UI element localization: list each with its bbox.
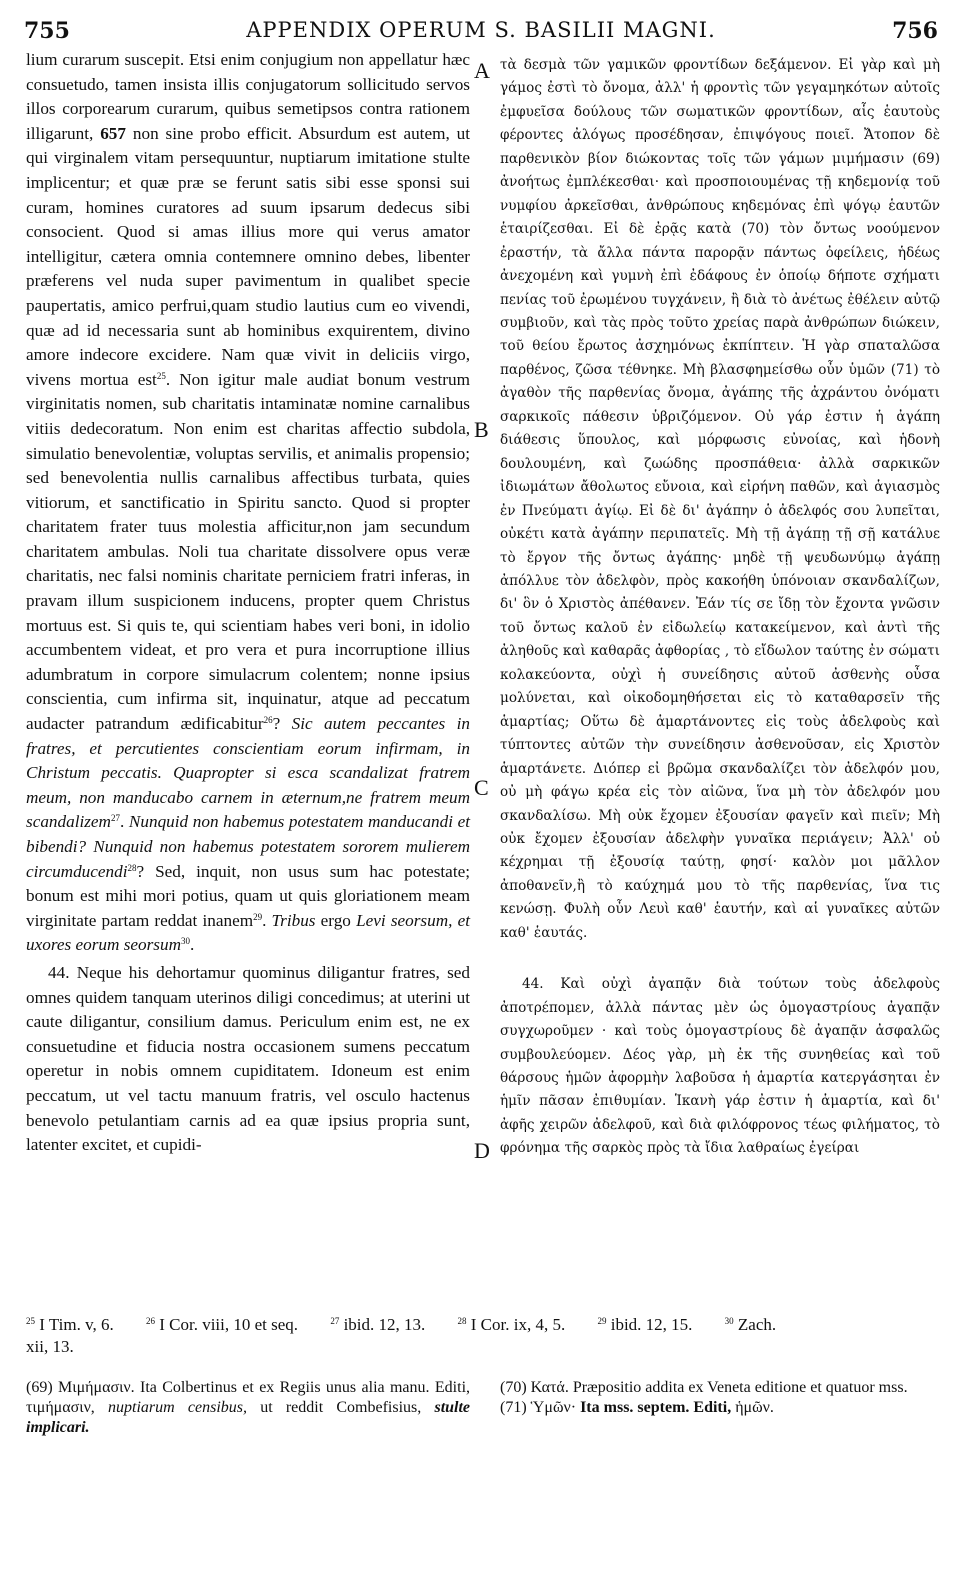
- latin-paragraph-44: 44. Neque his dehortamur quominus diligantur fratres, sed omnes quidem tanquam uterinos diligi concedimus; at uterini ut caute diligantur, consilium damus. Periculum enim est, ne ex consuetudine et fiducia nostra occasionem sumens peccatum operetur in nobis omnem cupiditatem. Idoneum est enim peccatum, ut vel tactu manuum fratris, vel osculo hactenus benevolo petulantiam carnis ad ea quæ ipsius propria sunt, latenter excitet, et cupidi-: [26, 962, 470, 1155]
- scripture-quote: Nunquid non habemus potestatem manducandi et bibendi? Nunquid non habemus potestatem sororem mulierem circumducendi: [26, 812, 471, 881]
- footnote-71: (71) Ὑμῶν· Ita mss. septem. Editi, ἡμῶν.: [500, 1399, 774, 1416]
- scripture-quote: Tribus: [271, 910, 316, 930]
- ref-marker: 30: [181, 936, 190, 947]
- reference-item: $^{30}$ Zach.: [724, 1315, 777, 1334]
- footnotes-70-71: [500, 1378, 940, 1418]
- greek-paragraph-44: 44. Καὶ οὐχὶ ἀγαπᾷν διὰ τούτων τοὺς ἀδελφοὺς ἀποτρέπομεν, ἀλλὰ πάντας μὲν ὡς ὁμογαστρίους ἀγαπᾷν συγχωροῦμεν · καὶ τοὺς ὁμογαστρίους δὲ ἀγαπᾷν ἀσφαλῶς συμβουλεύομεν. Δέος γὰρ, μὴ ἐκ τῆς συνηθείας καὶ τοῦ θάρσους ἡμῶν ἀφορμὴν λαβοῦσα ἡ ἁμαρτία κατεργάσηται ἐν ἡμῖν πᾶσαν ἐπιθυμίαν. Ἱκανὴ γάρ ἐστιν ἡ ἁμαρτία, καὶ δι' ἀφῆς χειρῶν ἀδελφοῦ, καὶ διὰ φιλόφρονος τέως φιλήματος, τὸ φρόνημα τῆς σαρκὸς πρὸς τὰ ἴδια λαθραίως ἐγείραι: [500, 976, 940, 1157]
- reference-item: $^{25}$ I Tim. v, 6.: [26, 1315, 114, 1334]
- reference-item: $^{26}$ I Cor. viii, 10 et seq.: [145, 1315, 299, 1334]
- section-number: 44.: [522, 976, 544, 993]
- ref-marker: 25: [156, 370, 166, 381]
- running-title: APPENDIX OPERUM S. BASILII MAGNI.: [246, 18, 716, 42]
- marginal-number: 657: [100, 123, 126, 143]
- footnote-69: (69) Μιμήμασιν. Ita Colbertinus et ex Regiis unus alia manu. Editi, τιμήμασιν, nuptiarum censibus, ut reddit Combefisius, stulte implicari.: [26, 1379, 471, 1436]
- scripture-quote: Levi seorsum, et uxores eorum seorsum: [26, 910, 470, 955]
- greek-paragraph-43: τὰ δεσμὰ τῶν γαμικῶν φροντίδων δεξάμενον. Εἰ γὰρ καὶ μὴ γάμος ἐστὶ τὸ ὄνομα, ἀλλ' ἡ φροντὶς τῶν γεγαμηκότων αὐτοῖς ἐμφυεῖσα δούλους τῶν σωματικῶν φροντίδων, αἷς ἑαυτοὺς φέροντες ἀλόγως προσέδησαν, ἐπιψόγους ποιεῖ. Ἄτοπον δὲ παρθενικὸν βίον διώκοντας τοῖς τῶν γάμων μιμήμασιν (69) ἀνοήτως ἐμπλέκεσθαι· καὶ προσποιουμένας τῇ κηδεμονίᾳ τοῦ νυμφίου ἀρκεῖσθαι, ἀνθρώπους κηδεμόνας ἐπὶ ψόγῳ ἑαυτῶν ἑταιρίζεσθαι. Εἰ δὲ ἐρᾷς κατὰ (70) τὸν ὄντως νοούμενον ἐραστήν, τὰ ἄλλα πάντα παρορᾷν πάντως ὀφείλεις, ἡδέως ἀνεχομένη καὶ γυμνὴ ἐπὶ ἐδάφους ἐν ὁποίῳ δήποτε σχήματι πενίας τοῦ ἐρωμένου τυγχάνειν, ἢ διὰ τὸ ἀνέτως ἐθέλειν αὐτῷ συμβιοῦν, καὶ τὰς πρὸς τοῦτο χρείας παρὰ ἀνθρώπων διώκειν, τοῦ θείου ἔρωτος ἀσχημόνως ἐκπίπτειν. Ἡ γὰρ σπαταλῶσα παρθένος, ζῶσα τέθνηκε. Μὴ βλασφημείσθω οὖν ὑμῶν (71) τὸ ἀγαθὸν τῆς παρθενίας ὄνομα, ἀγάπης τῆς ἀχράντου ὀνόματι σαρκικοῖς πάθεσιν ὑβριζόμενον. Οὐ γάρ ἐστιν ἡ ἀγάπη διάθεσις ὕπουλος, καὶ μόρφωσις εὐνοίας, καὶ ἡδονὴ δουλουμένη, καὶ ζωώδης προσπάθεια· ἀλλὰ σαρκικῶν ἰδιωμάτων ἄθολωτος εὔνοια, καὶ εἰρήνη παθῶν, καὶ ἁγιασμὸς ἐν Πνεύματι ἁγίῳ. Εἰ δὲ δι' ἀγάπην ὁ ἀδελφός σου λυπεῖται, οὐκέτι κατὰ ἀγάπην περιπατεῖς. Μὴ τῇ ἀγάπῃ τῇ σῇ κατάλυε τὸ ἔργον τῆς ὄντως ἀγάπης· μηδὲ τῇ ψευδωνύμῳ ἀγάπῃ ἀπόλλυε τὸν ἀδελφὸν, πρὸς κακοήθη ὑπόνοιαν σκανδαλίζων, δι' ὃν ὁ Χριστὸς ἀπέθανεν. Ἐάν τίς σε ἴδῃ τὸν ἔχοντα γνῶσιν τοῦ ὄντως καλοῦ ἐν εἰδωλείῳ κατακείμενον, καὶ ἀντὶ τῆς ἀληθοῦς καὶ καθαρᾶς ἀφθορίας , τὸ εἴδωλον ταύτης ἐν σώματι κολακεύοντα, οὐχὶ ἡ συνείδησις αὐτοῦ ἀσθενὴς οὖσα μολύνεται, καὶ οἰκοδομηθήσεται εἰς τὸ καταθαρσεῖν τῆς ἁμαρτίας; Οὕτω δὲ ἁμαρτάνοντες εἰς τοὺς ἀδελφοὺς καὶ τύπτοντες αὐτῶν τὴν συνείδησιν ἀσθενοῦσαν, εἰς Χριστὸν ἁμαρτάνετε. Διόπερ εἰ βρῶμα σκανδαλίζει τὸν ἀδελφόν μου, οὐ μὴ φάγω κρέα εἰς τὸν αἰῶνα, ἵνα μὴ τὸν ἀδελφόν μου σκανδαλίσω. Μὴ οὐκ ἔχομεν ἐξουσίαν φαγεῖν καὶ πιεῖν; Μὴ οὐκ ἔχομεν ἐξουσίαν ἀδελφὴν γυναῖκα περιάγειν; Ἀλλ' οὐ κέχρημαι τῇ ἐξουσίᾳ ταύτῃ, φησί· καλὸν μοι μᾶλλον ἀποθανεῖν,ἢ τὸ καύχημά μου τὸ τῆς παρθενίας, ἵνα τις κενώσῃ. Φυλὴ οὖν Λευὶ καθ' ἑαυτήν, καὶ αἱ γυναῖκες αὐτῶν καθ' ἑαυτάς.: [500, 57, 941, 941]
- reference-item: $^{27}$ ibid. 12, 13.: [330, 1315, 426, 1334]
- page-number-left: 755: [24, 18, 70, 44]
- reference-item: $^{29}$ ibid. 12, 15.: [597, 1315, 693, 1334]
- footnote-70: (70) Κατά. Præpositio addita ex Veneta editione et quatuor mss.: [500, 1379, 908, 1396]
- greek-column: [500, 54, 940, 1161]
- margin-letter-b: B: [474, 417, 489, 442]
- note-marker: (69): [912, 150, 941, 167]
- margin-letter-c: C: [474, 775, 489, 800]
- scripture-references: [26, 1314, 941, 1358]
- ref-marker: 28: [127, 862, 137, 873]
- margin-letter-d: D: [474, 1138, 490, 1163]
- latin-column: [26, 48, 470, 1158]
- ref-marker: 27: [110, 813, 120, 824]
- note-marker: (70): [741, 221, 770, 238]
- note-marker: (71): [890, 361, 919, 378]
- ref-marker: 29: [253, 911, 263, 922]
- reference-item: $^{28}$ I Cor. ix, 4, 5.: [457, 1315, 566, 1334]
- section-number: 44.: [48, 962, 70, 982]
- ref-marker: 26: [263, 715, 273, 726]
- page-number-right: 756: [892, 18, 938, 44]
- margin-letter-a: A: [474, 58, 490, 83]
- running-header: [24, 18, 938, 46]
- reference-continuation: xii, 13.: [26, 1337, 74, 1356]
- scripture-quote: Sic autem peccantes in fratres, et percutientes conscientiam eorum infirmam, in Christum peccatis. Quapropter si esca scandalizat fratrem meum, non manducabo carnem in æternum,ne fratrem meum scandalizem: [26, 714, 470, 832]
- latin-paragraph-43: lium curarum suscepit. Etsi enim conjugium non appellatur hæc consuetudo, tamen insista illis conjugatorum sollicitudo servos illos corporearum curarum, quibus semetipsos contra rationem illigarunt, 657 non sine probo efficit. Absurdum est autem, ut qui virginalem vitam persequuntur, nuptiarum imitatione stulte implicentur; et quæ præ se ferunt satis sibi esse sponsi sui curam, homines curatores ad suum ipsarum dedecus sibi consocient. Quod si amas illius more qui verus amator intelligitur, cætera omnia contemnere omnino debes, libenter præferens vel nuda super pavimentum in qualibet specie paupertatis, amico perfrui,quam studio lautius cum eo vivendi, quæ ad id necessaria sunt ab hominibus exquirentem, divino amore indecore excidere. Nam quæ vivit in deliciis virgo, vivens mortua est$^{25}$. Non igitur male audiat bonum vestrum virginitatis nomen, sub charitatis intaminatæ nomine carnalibus vitiis dedecoratum. Non enim est charitas affectio subdola, simulatio benevolentiæ, voluptas servilis, et animalis propensio; sed benevolentia nullis carnalibus affectibus turbata, quies vitiorum, et sanctificatio in Spiritu sancto. Quod si propter charitatem frater tuus molestia afficitur,non jam secundum charitatem ambulas. Noli tua charitate dissolvere opus veræ charitatis, nec falsi nominis charitate perniciem fratri inferas, in pravam illum suspicionem inducens, propter quem Christus mortuus est. Si quis te, qui scientiam habes veri boni, in idolio accumbentem videat, et pro vera et pura incorruptione illius adumbratum in corpore simulacrum colentem; nonne ipsius conscientia, cum infirma sit, inquinatur, atque ad peccatum audacter patrandum ædificabitur$^{26}$? Sic autem peccantes in fratres, et percutientes conscientiam eorum infirmam, in Christum peccatis. Quapropter si esca scandalizat fratrem meum, non manducabo carnem in æternum,ne fratrem meum scandalizem$^{27}$. Nunquid non habemus potestatem manducandi et bibendi? Nunquid non habemus potestatem sororem mulierem circumducendi$^{28}$? Sed, inquit, non usus sum hac potestate; bonum est mihi mori potius, quam ut quis gloriationem meam virginitate partam reddat inanem$^{29}$. Tribus ergo Levi seorsum, et uxores eorum seorsum$^{30}$.: [26, 50, 471, 955]
